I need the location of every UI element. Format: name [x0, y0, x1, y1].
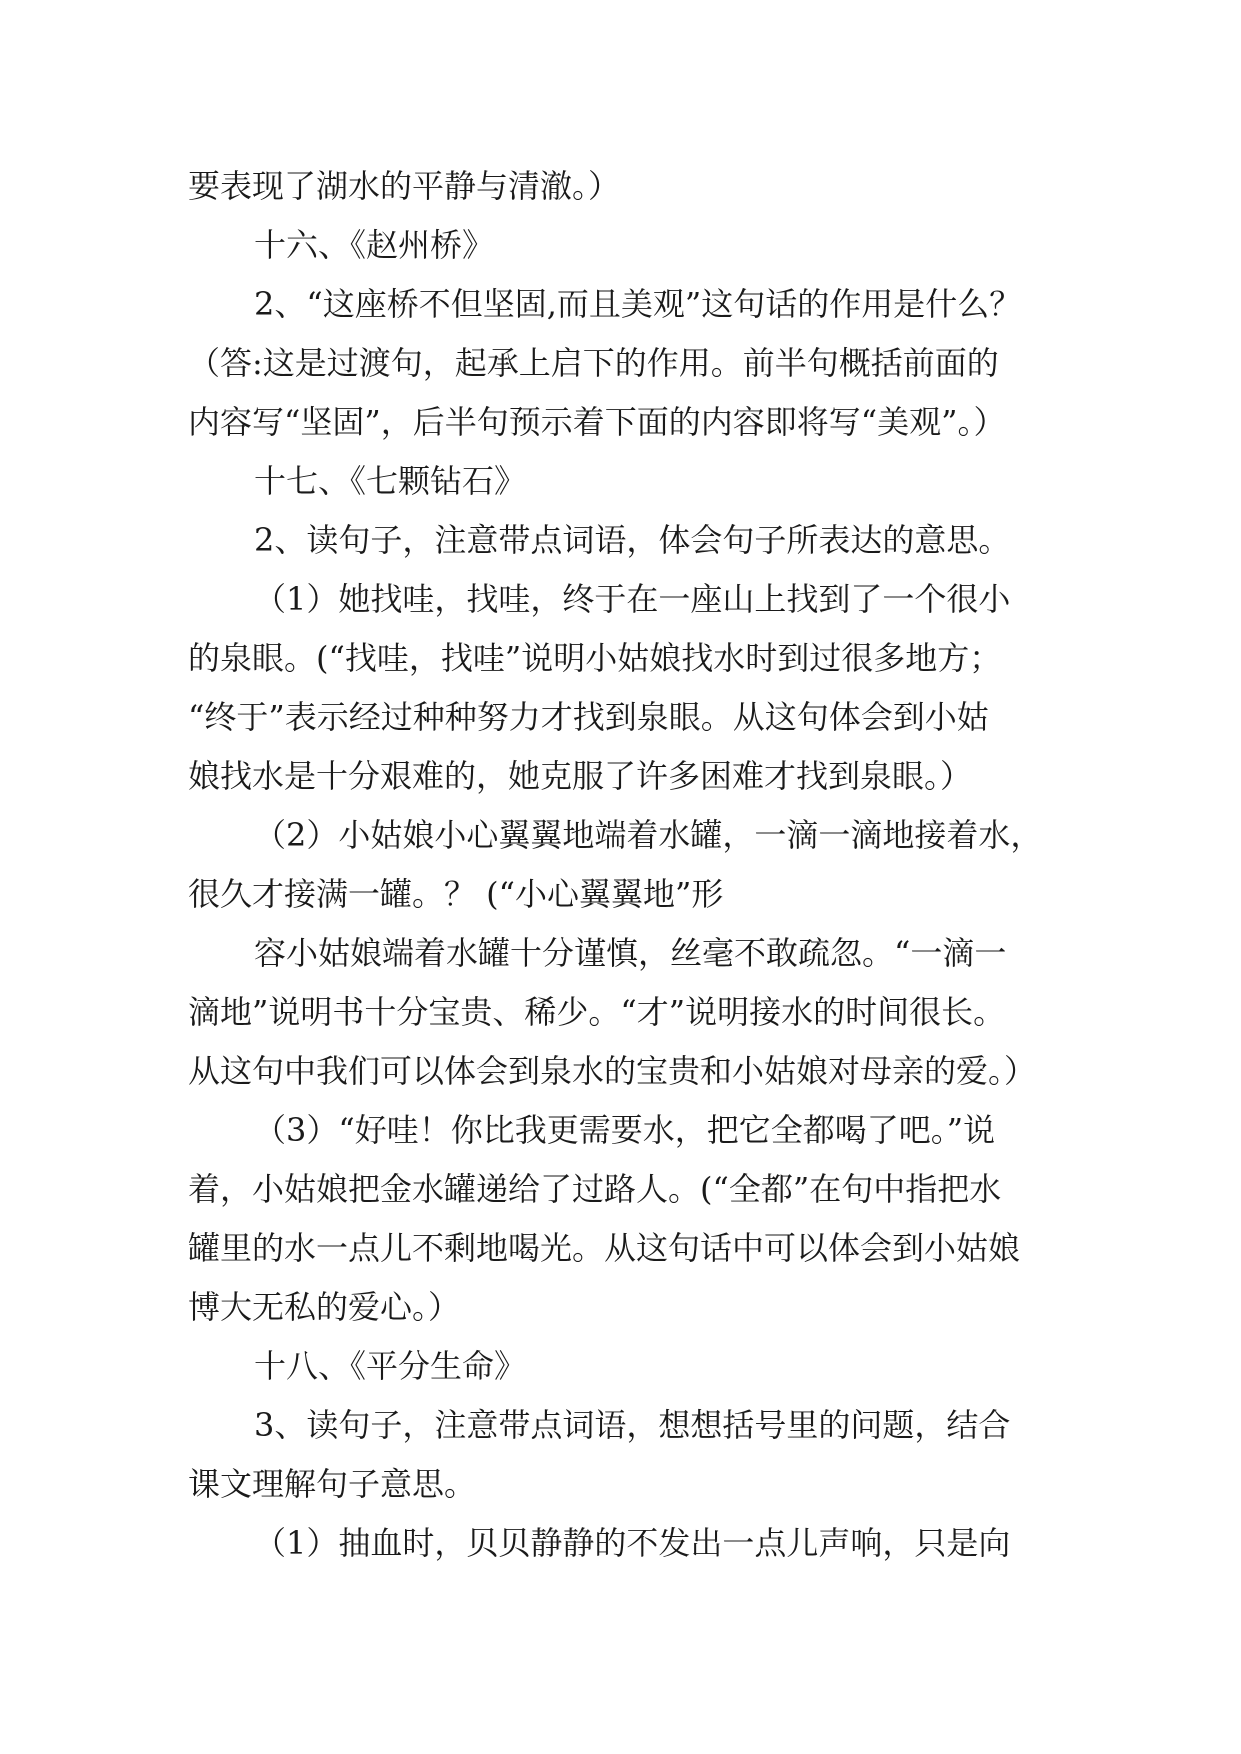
text-line: 着，小姑娘把金水罐递给了过路人。(“全都”在句中指把水: [188, 1170, 1002, 1208]
section-heading: 十六、《赵州桥》: [254, 226, 495, 264]
text-line: 博大无私的爱心。）: [188, 1288, 461, 1326]
text-line: 3、读句子，注意带点词语，想想括号里的问题，结合: [254, 1406, 1011, 1444]
section-heading: 十七、《七颗钻石》: [254, 462, 527, 500]
text-line: 从这句中我们可以体会到泉水的宝贵和小姑娘对母亲的爱。）: [188, 1052, 1037, 1090]
text-line: （3）“好哇！你比我更需要水，把它全都喝了吧。”说: [254, 1111, 996, 1149]
text-line: “终于”表示经过种种努力才找到泉眼。从这句体会到小姑: [188, 698, 989, 736]
text-line: 的泉眼。(“找哇，找哇”说明小姑娘找水时到过很多地方；: [188, 639, 1002, 677]
text-line: 要表现了湖水的平静与清澈。）: [188, 167, 621, 205]
text-line: 2、读句子，注意带点词语，体会句子所表达的意思。: [254, 521, 1011, 559]
text-line: 课文理解句子意思。: [188, 1465, 477, 1503]
text-line: （2）小姑娘小心翼翼地端着水罐，一滴一滴地接着水，: [254, 816, 1043, 854]
text-line: （1）抽血时，贝贝静静的不发出一点儿声响，只是向: [254, 1524, 1011, 1562]
text-line: 容小姑娘端着水罐十分谨慎，丝毫不敢疏忽。“一滴一: [254, 934, 1007, 972]
text-line: 娘找水是十分艰难的，她克服了许多困难才找到泉眼。）: [188, 757, 973, 795]
text-line: 内容写“坚固”，后半句预示着下面的内容即将写“美观”。）: [188, 403, 1006, 441]
section-heading: 十八、《平分生命》: [254, 1347, 527, 1385]
text-line: 很久才接满一罐。？ (“小心翼翼地”形: [188, 875, 724, 913]
text-line: 2、“这座桥不但坚固,而且美观”这句话的作用是什么？: [254, 285, 1022, 323]
text-line: （1）她找哇，找哇，终于在一座山上找到了一个很小: [254, 580, 1011, 618]
text-line: 罐里的水一点儿不剩地喝光。从这句话中可以体会到小姑娘: [188, 1229, 1021, 1267]
text-line: （答:这是过渡句，起承上启下的作用。前半句概括前面的: [188, 344, 999, 382]
text-line: 滴地”说明书十分宝贵、稀少。“才”说明接水的时间很长。: [188, 993, 1006, 1031]
